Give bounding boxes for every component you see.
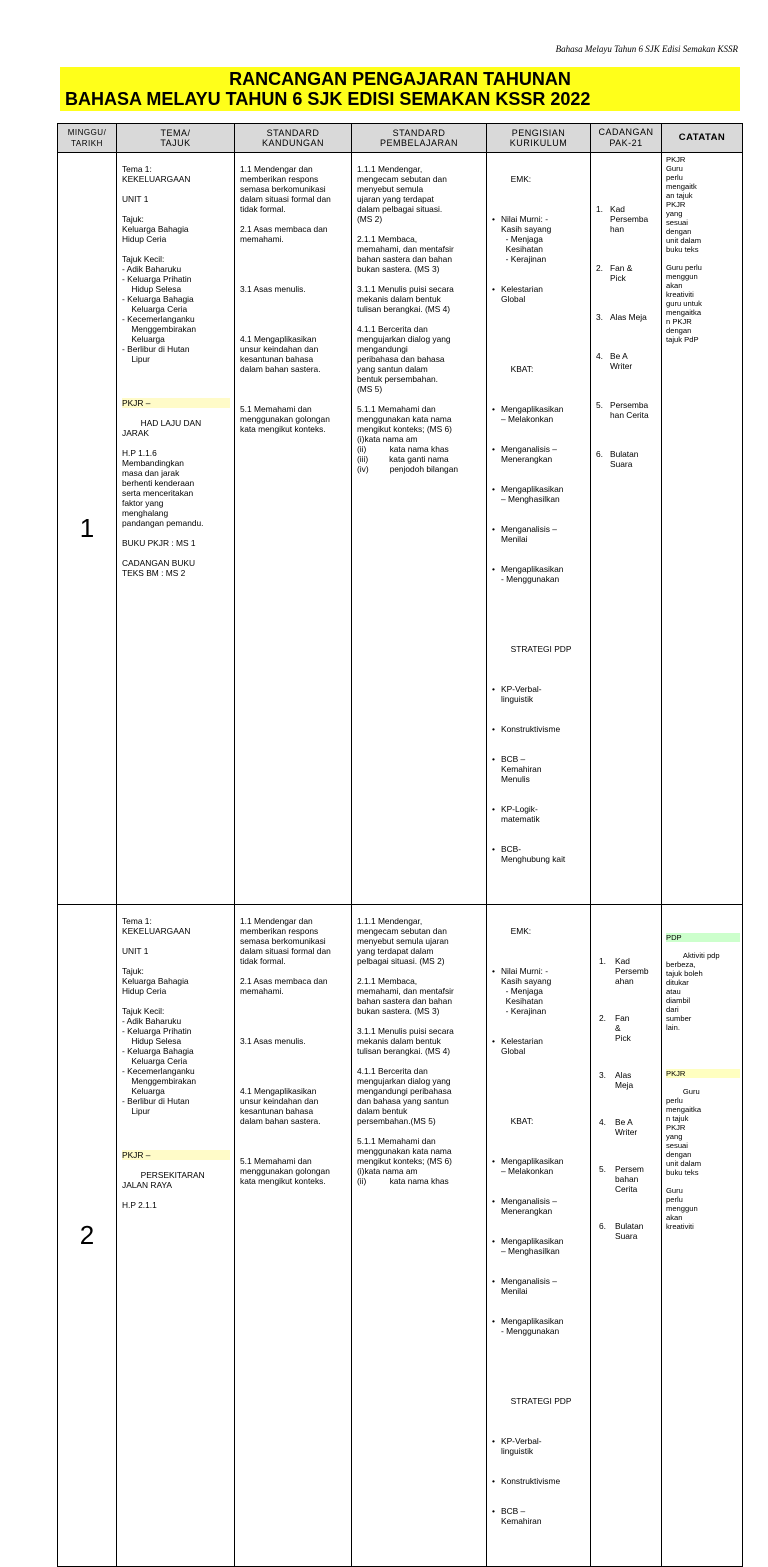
strategi-label: STRATEGI PDP bbox=[510, 1396, 572, 1406]
list-item: • Menganalisis – Menilai bbox=[492, 524, 586, 544]
pkjr-tag: PKJR – bbox=[122, 398, 230, 408]
title-banner bbox=[60, 67, 740, 111]
tema-cell bbox=[117, 905, 235, 1567]
week-row-1 bbox=[58, 153, 743, 905]
list-item: • BCB – Kemahiran Menulis bbox=[492, 754, 586, 784]
standard-pembelajaran-cell bbox=[352, 905, 487, 1567]
list-item: • Mengaplikasikan – Melakonkan bbox=[492, 1156, 586, 1176]
title-line-1: RANCANGAN PENGAJARAN TAHUNAN bbox=[229, 69, 571, 89]
pengisian-kurikulum-cell bbox=[487, 905, 591, 1567]
list-item: • Mengaplikasikan – Menghasilkan bbox=[492, 1236, 586, 1256]
pkjr-text: PERSEKITARAN JALAN RAYA H.P 2.1.1 bbox=[122, 1170, 205, 1210]
standard-pembelajaran-text: 1.1.1 Mendengar, mengecam sebutan dan menyebut semula ujaran yang terdapat dalam pelbagai situasi. (MS 2) 2.1.1 Membaca, memahami, dan mentafsir bahan sastera dan bahan bukan sastera. (MS 3) 3.1.1 Menulis puisi secara mekanis dalam bentuk tulisan berangkai. (MS 4) 4.1.1 Bercerita dan mengujarkan dialog yang mengandungi peribahasa dan bahasa yang santun dalam bentuk persembahan.(MS 5) 5.1.1 Memahami dan menggunakan kata nama mengikut konteks; (MS 6) (i)kata nama am (ii) kata nama khas bbox=[357, 916, 454, 1186]
list-item: 5. Persemba han Cerita bbox=[596, 400, 649, 420]
header-standard-kandungan: STANDARD KANDUNGAN bbox=[235, 124, 352, 153]
list-item: 3. Alas Meja bbox=[596, 312, 647, 322]
pkjr-tag: PKJR – bbox=[122, 1150, 230, 1160]
emk-label: EMK: bbox=[510, 174, 532, 184]
kbat-list bbox=[492, 1136, 586, 1356]
pkjr-tag: PKJR bbox=[666, 1069, 740, 1078]
list-item: • Mengaplikasikan - Menggunakan bbox=[492, 564, 586, 584]
list-item: • KP-Verbal- linguistik bbox=[492, 684, 586, 704]
list-item: • Mengaplikasikan – Melakonkan bbox=[492, 404, 586, 424]
pak21-cell bbox=[591, 153, 662, 905]
list-item: 6. Bulatan Suara bbox=[599, 1221, 644, 1241]
list-item: 5. Persem bahan Cerita bbox=[599, 1164, 644, 1194]
standard-kandungan-cell bbox=[235, 153, 352, 905]
list-item: 2. Fan & Pick bbox=[599, 1013, 631, 1043]
list-item: 2. Fan & Pick bbox=[596, 263, 633, 283]
header-catatan: CATATAN bbox=[662, 124, 743, 153]
catatan-text: Guru perlu mengaitka n tajuk PKJR yang sesuai dengan unit dalam buku teks Guru perlu menggun akan kreativiti bbox=[666, 1087, 702, 1231]
list-item: • Mengaplikasikan - Menggunakan bbox=[492, 1316, 586, 1336]
header-minggu: MINGGU/ TARIKH bbox=[58, 124, 117, 153]
pengisian-kurikulum-cell bbox=[487, 153, 591, 905]
list-item: 4. Be A Writer bbox=[599, 1117, 638, 1137]
list-item: • Menganalisis – Menerangkan bbox=[492, 1196, 586, 1216]
page-header: Bahasa Melayu Tahun 6 SJK Edisi Semakan KSSR bbox=[555, 44, 738, 54]
week-row-2 bbox=[58, 905, 743, 1567]
header-row bbox=[58, 124, 743, 153]
kbat-list bbox=[492, 384, 586, 604]
list-item: 4. Be A Writer bbox=[596, 351, 633, 371]
list-item: • KP-Verbal- linguistik bbox=[492, 1436, 586, 1456]
header-cadangan-pak21: CADANGAN PAK-21 bbox=[591, 124, 662, 153]
pkjr-text: HAD LAJU DAN JARAK H.P 1.1.6 Membandingkan masa dan jarak berhenti kenderaan serta menceritakan faktor yang menghalang pandangan pemandu. BUKU PKJR : MS 1 CADANGAN BUKU TEKS BM : MS 2 bbox=[122, 418, 204, 578]
tema-text: Tema 1: KEKELUARGAAN UNIT 1 Tajuk: Keluarga Bahagia Hidup Ceria Tajuk Kecil: - Adik Baharuku - Keluarga Prihatin Hidup Selesa - Keluarga Bahagia Keluarga Ceria - Kecemerlanganku Menggembirakan Keluarga - Berlibur di Hutan Lipur bbox=[122, 916, 197, 1116]
emk-label: EMK: bbox=[510, 926, 532, 936]
list-item: • Mengaplikasikan – Menghasilkan bbox=[492, 484, 586, 504]
header-pengisian-kurikulum: PENGISIAN KURIKULUM bbox=[487, 124, 591, 153]
standard-kandungan-text: 1.1 Mendengar dan memberikan respons semasa berkomunikasi dalam situasi formal dan tidak formal. 2.1 Asas membaca dan memahami. 3.1 Asas menulis. 4.1 Mengaplikasikan unsur keindahan dan kesantunan bahasa dalam bahan sastera. 5.1 Memahami dan menggunakan golongan kata mengikut konteks. bbox=[240, 164, 331, 434]
pak21-list bbox=[596, 184, 657, 498]
tema-cell bbox=[117, 153, 235, 905]
list-item: • Kelestarian Global bbox=[492, 284, 586, 304]
standard-pembelajaran-text: 1.1.1 Mendengar, mengecam sebutan dan menyebut semula ujaran yang terdapat dalam pelbagai situasi. (MS 2) 2.1.1 Membaca, memahami, dan mentafsir bahan sastera dan bahan bukan sastera. (MS 3) 3.1.1 Menulis puisi secara mekanis dalam bentuk tulisan berangkai. (MS 4) 4.1.1 Bercerita dan mengujarkan dialog yang mengandungi peribahasa dan bahasa yang santun dalam bentuk persembahan. (MS 5) 5.1.1 Memahami dan menggunakan kata nama mengikut konteks; (MS 6) (i)kata nama am (ii) kata nama khas (iii) kata ganti nama (iv) penjodoh bilangan bbox=[357, 164, 459, 474]
tema-text: Tema 1: KEKELUARGAAN UNIT 1 Tajuk: Keluarga Bahagia Hidup Ceria Tajuk Kecil: - Adik Baharuku - Keluarga Prihatin Hidup Selesa - Keluarga Bahagia Keluarga Ceria - Kecemerlanganku Menggembirakan Keluarga - Berlibur di Hutan Lipur bbox=[122, 164, 197, 364]
list-item: 6. Bulatan Suara bbox=[596, 449, 639, 469]
list-item: • Konstruktivisme bbox=[492, 1476, 586, 1486]
kbat-label: KBAT: bbox=[510, 1116, 534, 1126]
list-item: • Nilai Murni: - Kasih sayang - Menjaga Kesihatan - Kerajinan bbox=[492, 966, 586, 1016]
list-item: 3. Alas Meja bbox=[599, 1070, 634, 1090]
list-item: • Menganalisis – Menerangkan bbox=[492, 444, 586, 464]
strategi-list bbox=[492, 1416, 586, 1546]
list-item: 1. Kad Persemb ahan bbox=[599, 956, 649, 986]
standard-pembelajaran-cell bbox=[352, 153, 487, 905]
list-item: • Nilai Murni: - Kasih sayang - Menjaga Kesihatan - Kerajinan bbox=[492, 214, 586, 264]
pdp-note: Aktiviti pdp berbeza, tajuk boleh ditukar atau diambil dari sumber lain. bbox=[666, 951, 720, 1032]
kbat-label: KBAT: bbox=[510, 364, 534, 374]
strategi-list bbox=[492, 664, 586, 884]
list-item: • BCB – Kemahiran bbox=[492, 1506, 586, 1526]
standard-kandungan-text: 1.1 Mendengar dan memberikan respons semasa berkomunikasi dalam situasi formal dan tidak formal. 2.1 Asas membaca dan memahami. 3.1 Asas menulis. 4.1 Mengaplikasikan unsur keindahan dan kesantunan bahasa dalam bahan sastera. 5.1 Memahami dan menggunakan golongan kata mengikut konteks. bbox=[240, 916, 331, 1186]
standard-kandungan-cell bbox=[235, 905, 352, 1567]
list-item: • BCB- Menghubung kait bbox=[492, 844, 586, 864]
yearly-plan-table bbox=[57, 123, 743, 1567]
list-item: • KP-Logik- matematik bbox=[492, 804, 586, 824]
title-line-2: BAHASA MELAYU TAHUN 6 SJK EDISI SEMAKAN KSSR 2022 bbox=[65, 89, 591, 109]
list-item: • Menganalisis – Menilai bbox=[492, 1276, 586, 1296]
header-tema: TEMA/ TAJUK bbox=[117, 124, 235, 153]
pak21-list bbox=[599, 936, 657, 1268]
emk-list bbox=[492, 194, 586, 324]
catatan-text: PKJR Guru perlu mengaitk an tajuk PKJR yang sesuai dengan unit dalam buku teks Guru perlu menggun akan kreativiti guru untuk mengaitka n PKJR dengan tajuk PdP bbox=[666, 155, 702, 344]
week-number: 2 bbox=[58, 905, 117, 1567]
week-number: 1 bbox=[58, 153, 117, 905]
pdp-tag: PDP bbox=[666, 933, 740, 942]
list-item: • Kelestarian Global bbox=[492, 1036, 586, 1056]
strategi-label: STRATEGI PDP bbox=[510, 644, 572, 654]
list-item: • Konstruktivisme bbox=[492, 724, 586, 734]
list-item: 1. Kad Persemba han bbox=[596, 204, 649, 234]
emk-list bbox=[492, 946, 586, 1076]
header-standard-pembelajaran: STANDARD PEMBELAJARAN bbox=[352, 124, 487, 153]
catatan-cell bbox=[662, 905, 743, 1567]
pak21-cell bbox=[591, 905, 662, 1567]
catatan-cell bbox=[662, 153, 743, 905]
